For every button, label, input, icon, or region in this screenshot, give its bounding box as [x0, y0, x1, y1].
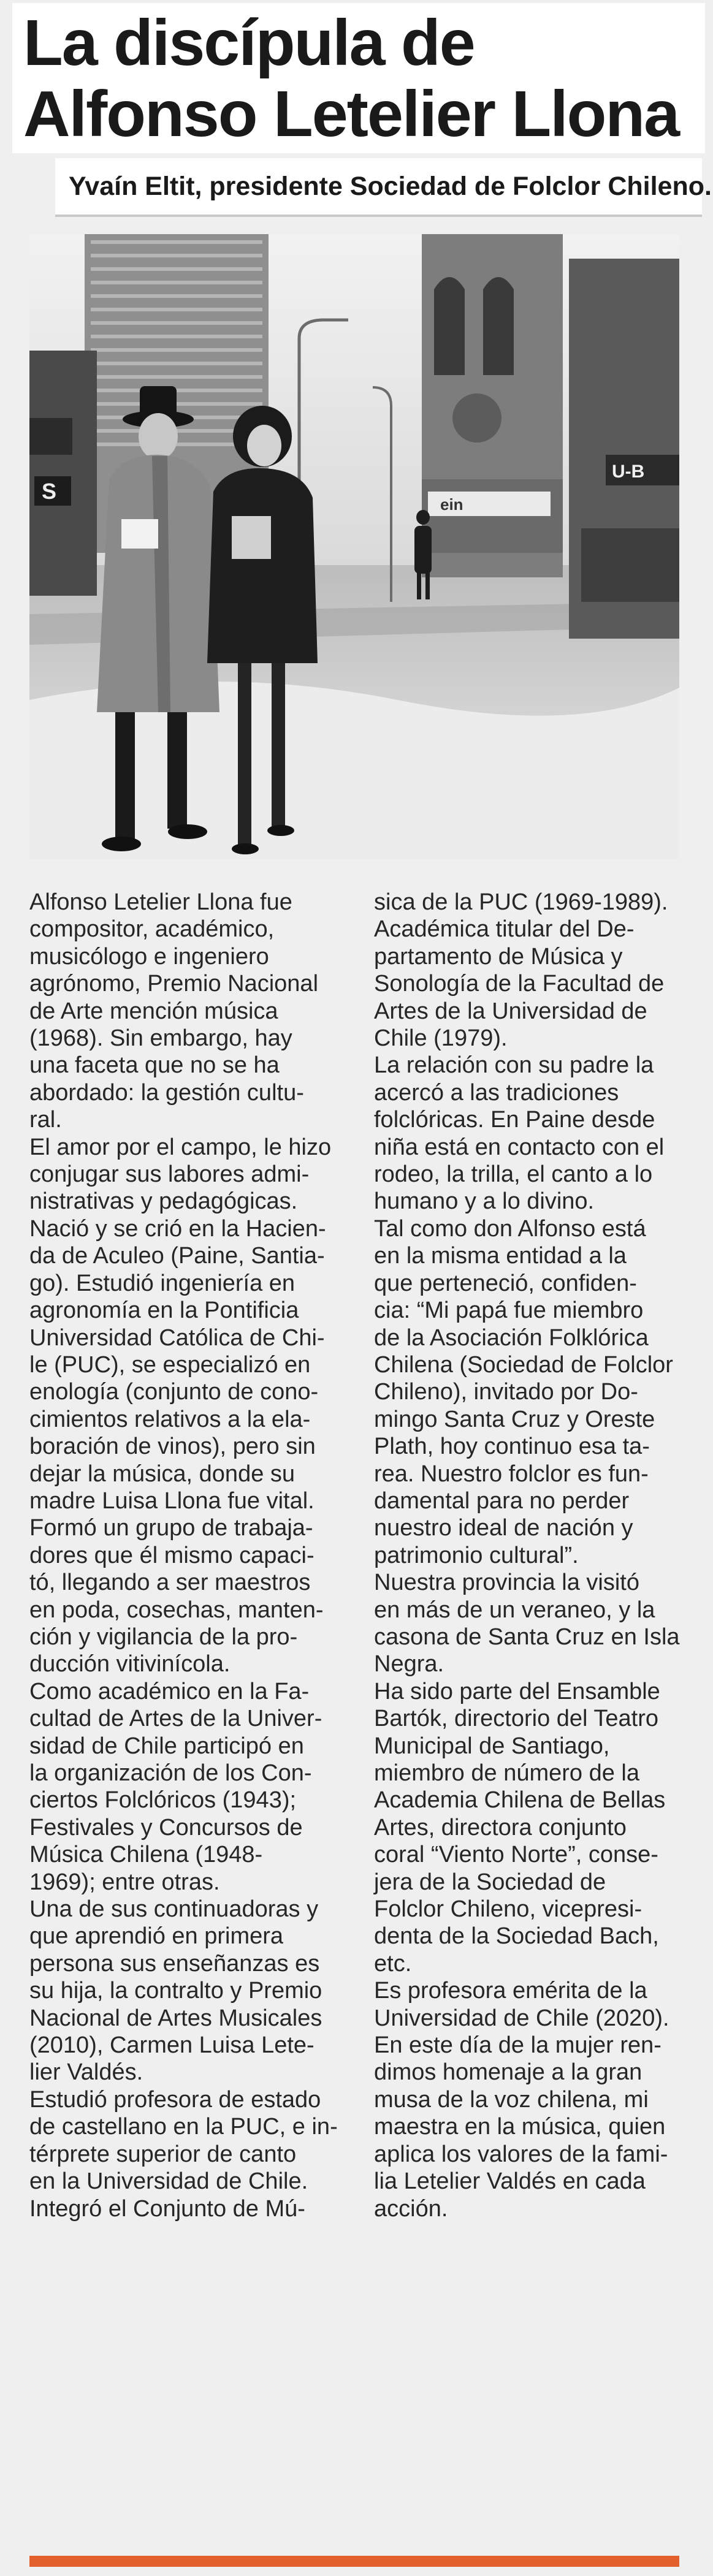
text-line: sica de la PUC (1969-1989).: [374, 889, 668, 915]
sign-ein: ein: [440, 495, 463, 514]
text-line: El amor por el campo, le hizo: [29, 1134, 332, 1160]
text-line: de castellano en la PUC, e in-: [29, 2114, 338, 2140]
headline-box: [12, 3, 705, 153]
text-line: niña está en contacto con el: [374, 1134, 665, 1160]
left-building: [29, 351, 97, 596]
text-line: (1968). Sin embargo, hay: [29, 1025, 292, 1052]
text-line: cia: “Mi papá fue miembro: [374, 1297, 644, 1324]
text-line: nistrativas y pedagógicas.: [29, 1188, 298, 1215]
text-line: dores que él mismo capaci-: [29, 1542, 315, 1568]
text-line: La relación con su padre la: [374, 1052, 654, 1079]
text-line: cimientos relativos a la ela-: [29, 1406, 311, 1432]
byline-box: [55, 158, 712, 217]
text-line: una faceta que no se ha: [29, 1052, 280, 1079]
text-line: Negra.: [374, 1651, 444, 1677]
text-line: jera de la Sociedad de: [374, 1869, 606, 1895]
text-line: Municipal de Santiago,: [374, 1733, 610, 1759]
text-line: Artes de la Universidad de: [374, 998, 647, 1024]
text-line: Artes, directora conjunto: [374, 1814, 627, 1841]
text-line: damental para no perder: [374, 1487, 630, 1514]
text-line: nuestro ideal de nación y: [374, 1515, 633, 1541]
headline-line-1: La discípula de: [23, 7, 475, 79]
text-line: Como académico en la Fa-: [29, 1678, 310, 1704]
text-line: de la Asociación Folklórica: [374, 1324, 649, 1351]
text-line: casona de Santa Cruz en Isla: [374, 1624, 680, 1650]
text-line: coral “Viento Norte”, conse-: [374, 1842, 658, 1868]
text-line: Folclor Chileno, vicepresi-: [374, 1896, 642, 1923]
text-line: Chileno), invitado por Do-: [374, 1379, 638, 1405]
church-tower: [422, 234, 563, 577]
text-line: partamento de Música y: [374, 943, 623, 970]
byline: Yvaín Eltit, presidente Sociedad de Folclor Chileno.: [69, 172, 712, 201]
text-line: abordado: la gestión cultu-: [29, 1079, 304, 1106]
text-line: Festivales y Concursos de: [29, 1814, 303, 1841]
text-line: ral.: [29, 1107, 62, 1133]
text-line: agronomía en la Pontificia: [29, 1297, 299, 1324]
accent-rule: [29, 2556, 679, 2567]
sign-s: S: [42, 479, 57, 504]
text-line: que perteneció, confiden-: [374, 1270, 637, 1296]
text-line: patrimonio cultural”.: [374, 1542, 579, 1568]
text-line: enología (conjunto de cono-: [29, 1379, 319, 1405]
text-line: tó, llegando a ser maestros: [29, 1570, 311, 1596]
text-line: Chilena (Sociedad de Folclor: [374, 1351, 673, 1378]
text-line: boración de vinos), pero sin: [29, 1434, 316, 1460]
text-line: lia Letelier Valdés en cada: [374, 2168, 646, 2195]
text-line: ducción vitivinícola.: [29, 1651, 231, 1677]
text-line: miembro de número de la: [374, 1760, 639, 1786]
text-line: Chile (1979).: [374, 1025, 508, 1052]
text-line: da de Aculeo (Paine, Santia-: [29, 1243, 325, 1269]
text-line: rea. Nuestro folclor es fun-: [374, 1461, 649, 1487]
text-line: que aprendió en primera: [29, 1923, 284, 1950]
text-line: térprete superior de canto: [29, 2141, 297, 2167]
text-line: Música Chilena (1948-: [29, 1842, 263, 1868]
text-line: Plath, hoy continuo esa ta-: [374, 1434, 650, 1460]
text-line: Estudió profesora de estado: [29, 2086, 321, 2113]
text-line: cultad de Artes de la Univer-: [29, 1706, 322, 1732]
text-line: madre Luisa Llona fue vital.: [29, 1487, 315, 1514]
text-line: denta de la Sociedad Bach,: [374, 1923, 659, 1950]
text-line: lier Valdés.: [29, 2059, 143, 2086]
text-line: etc.: [374, 1950, 412, 1977]
text-line: En este día de la mujer ren-: [374, 2032, 662, 2059]
text-line: folclóricas. En Paine desde: [374, 1107, 655, 1133]
text-line: humano y a lo divino.: [374, 1188, 595, 1215]
article-photo: [29, 234, 679, 859]
text-line: Tal como don Alfonso está: [374, 1215, 646, 1242]
text-line: en más de un veraneo, y la: [374, 1597, 655, 1623]
text-line: 1969); entre otras.: [29, 1869, 220, 1895]
text-line: Integró el Conjunto de Mú-: [29, 2195, 305, 2222]
text-line: agrónomo, Premio Nacional: [29, 971, 319, 997]
text-line: Bartók, directorio del Teatro: [374, 1706, 658, 1732]
text-line: acercó a las tradiciones: [374, 1079, 619, 1106]
text-line: en la Universidad de Chile.: [29, 2168, 308, 2195]
text-line: Ha sido parte del Ensamble: [374, 1678, 660, 1704]
text-line: ciertos Folclóricos (1943);: [29, 1787, 297, 1814]
text-line: rodeo, la trilla, el canto a lo: [374, 1161, 653, 1188]
text-line: su hija, la contralto y Premio: [29, 1978, 322, 2004]
text-line: dejar la música, donde su: [29, 1461, 295, 1487]
text-line: Academia Chilena de Bellas: [374, 1787, 666, 1814]
headline-line-2: Alfonso Letelier Llona: [23, 78, 679, 150]
text-line: Una de sus continuadoras y: [29, 1896, 319, 1923]
article-column-right: [374, 889, 705, 2222]
text-line: musa de la voz chilena, mi: [374, 2086, 649, 2113]
right-building: [569, 259, 679, 639]
text-line: Formó un grupo de trabaja-: [29, 1515, 313, 1541]
text-line: dimos homenaje a la gran: [374, 2059, 642, 2086]
sign-ub: U-B: [612, 462, 645, 482]
text-line: maestra en la música, quien: [374, 2114, 666, 2140]
text-line: musicólogo e ingeniero: [29, 943, 269, 970]
text-line: le (PUC), se especializó en: [29, 1351, 311, 1378]
text-line: Universidad de Chile (2020).: [374, 2005, 669, 2031]
text-line: en la misma entidad a la: [374, 1243, 627, 1269]
text-line: mingo Santa Cruz y Oreste: [374, 1406, 655, 1432]
text-line: (2010), Carmen Luisa Lete-: [29, 2032, 315, 2059]
text-line: Nuestra provincia la visitó: [374, 1570, 639, 1596]
text-line: acción.: [374, 2195, 448, 2222]
text-line: Universidad Católica de Chi-: [29, 1324, 325, 1351]
street-scene-illustration: [29, 234, 679, 859]
text-line: de Arte mención música: [29, 998, 278, 1024]
text-line: Nacional de Artes Musicales: [29, 2005, 322, 2031]
text-line: Alfonso Letelier Llona fue: [29, 889, 292, 915]
text-line: en poda, cosechas, manten-: [29, 1597, 324, 1623]
text-line: persona sus enseñanzas es: [29, 1950, 320, 1977]
text-line: Sonología de la Facultad de: [374, 971, 665, 997]
text-line: Académica titular del De-: [374, 916, 635, 943]
text-line: compositor, académico,: [29, 916, 275, 943]
text-line: Nació y se crió en la Hacien-: [29, 1215, 326, 1242]
article-column-left: [29, 889, 360, 2222]
text-line: go). Estudió ingeniería en: [29, 1270, 295, 1296]
text-line: conjugar sus labores admi-: [29, 1161, 310, 1188]
text-line: aplica los valores de la fami-: [374, 2141, 668, 2167]
text-line: ción y vigilancia de la pro-: [29, 1624, 298, 1650]
text-line: la organización de los Con-: [29, 1760, 312, 1786]
text-line: Es profesora emérita de la: [374, 1978, 647, 2004]
text-line: sidad de Chile participó en: [29, 1733, 304, 1759]
